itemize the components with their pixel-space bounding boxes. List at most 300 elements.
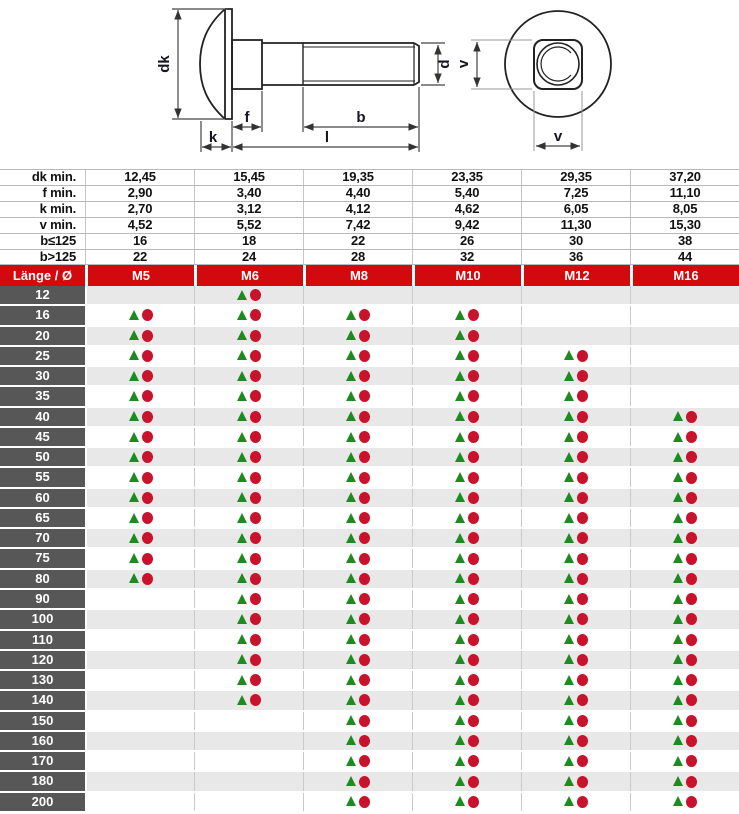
green-triangle-marker [564,432,574,442]
availability-cell [412,529,521,547]
red-dot-marker [250,613,261,625]
green-triangle-marker [237,634,247,644]
spec-value-cell: 28 [303,250,412,264]
red-dot-marker [359,472,370,484]
availability-cell [194,509,303,527]
red-dot-marker [359,370,370,382]
size-row [0,367,739,387]
green-triangle-marker [346,553,356,563]
green-triangle-marker [673,411,683,421]
red-dot-marker [142,330,153,342]
availability-cell [303,367,412,385]
availability-cell [85,610,194,628]
length-label: 170 [0,752,85,770]
green-triangle-marker [564,472,574,482]
green-triangle-marker [455,756,465,766]
size-column-header: M12 [521,265,630,286]
red-dot-marker [359,634,370,646]
green-triangle-marker [564,371,574,381]
red-dot-marker [577,350,588,362]
red-dot-marker [359,330,370,342]
availability-cell [303,772,412,790]
spec-value-cell: 2,70 [85,202,194,217]
availability-cell [412,468,521,486]
red-dot-marker [686,674,697,686]
spec-value-cell: 22 [303,234,412,249]
red-dot-marker [359,411,370,423]
red-dot-marker [142,512,153,524]
green-triangle-marker [564,695,574,705]
red-dot-marker [577,390,588,402]
label-f: f [244,109,250,126]
green-triangle-marker [673,695,683,705]
red-dot-marker [250,411,261,423]
red-dot-marker [468,512,479,524]
availability-cell [630,428,739,446]
green-triangle-marker [237,573,247,583]
green-triangle-marker [237,371,247,381]
green-triangle-marker [346,776,356,786]
top-view-dimension-lines [471,40,582,151]
green-triangle-marker [346,594,356,604]
red-dot-marker [142,573,153,585]
availability-cell [194,306,303,324]
availability-cell [194,387,303,405]
green-triangle-marker [346,411,356,421]
size-row [0,752,739,772]
red-dot-marker [686,694,697,706]
label-k: k [208,129,218,146]
green-triangle-marker [673,735,683,745]
red-dot-marker [686,796,697,808]
red-dot-marker [686,776,697,788]
red-dot-marker [359,309,370,321]
availability-cell [521,651,630,669]
availability-cell [303,549,412,567]
availability-cell [194,489,303,507]
length-label: 100 [0,610,85,628]
green-triangle-marker [237,411,247,421]
red-dot-marker [250,654,261,666]
green-triangle-marker [564,573,574,583]
red-dot-marker [468,776,479,788]
red-dot-marker [577,492,588,504]
red-dot-marker [250,553,261,565]
availability-cell [412,509,521,527]
size-row [0,408,739,428]
availability-cell [412,631,521,649]
availability-cell [630,691,739,709]
red-dot-marker [577,654,588,666]
availability-cell [85,631,194,649]
red-dot-marker [359,796,370,808]
red-dot-marker [468,553,479,565]
length-label: 20 [0,327,85,345]
thread-arc [541,47,571,81]
size-row [0,732,739,752]
green-triangle-marker [564,533,574,543]
availability-cell [303,327,412,345]
availability-cell [85,570,194,588]
green-triangle-marker [673,492,683,502]
red-dot-marker [577,634,588,646]
red-dot-marker [577,451,588,463]
spec-value-cell: 23,35 [412,170,521,185]
availability-cell [85,306,194,324]
red-dot-marker [250,370,261,382]
green-triangle-marker [346,654,356,664]
red-dot-marker [250,512,261,524]
availability-cell [521,306,630,324]
availability-cell [630,347,739,365]
red-dot-marker [250,289,261,301]
green-triangle-marker [455,553,465,563]
red-dot-marker [250,309,261,321]
green-triangle-marker [129,492,139,502]
label-dk: dk [156,55,173,73]
availability-cell [85,549,194,567]
red-dot-marker [686,755,697,767]
green-triangle-marker [455,411,465,421]
green-triangle-marker [455,513,465,523]
size-row [0,327,739,347]
availability-cell [303,286,412,304]
red-dot-marker [359,512,370,524]
availability-cell [630,489,739,507]
availability-cell [630,549,739,567]
spec-value-cell: 7,42 [303,218,412,233]
size-column-header: M10 [412,265,521,286]
green-triangle-marker [673,472,683,482]
green-triangle-marker [455,735,465,745]
green-triangle-marker [455,310,465,320]
availability-cell [521,468,630,486]
availability-cell [630,327,739,345]
availability-cell [521,772,630,790]
green-triangle-marker [237,391,247,401]
red-dot-marker [359,593,370,605]
length-label: 120 [0,651,85,669]
red-dot-marker [577,573,588,585]
availability-cell [194,712,303,730]
spec-value-cell: 32 [412,250,521,264]
red-dot-marker [468,451,479,463]
size-row [0,509,739,529]
red-dot-marker [142,390,153,402]
availability-cell [630,448,739,466]
red-dot-marker [142,472,153,484]
red-dot-marker [686,451,697,463]
label-v-bottom: v [553,128,563,145]
length-label: 50 [0,448,85,466]
length-label: 30 [0,367,85,385]
green-triangle-marker [455,573,465,583]
availability-cell [412,286,521,304]
green-triangle-marker [346,492,356,502]
availability-cell [521,367,630,385]
green-triangle-marker [237,472,247,482]
size-column-header: M5 [85,265,194,286]
green-triangle-marker [129,350,139,360]
availability-cell [630,752,739,770]
red-dot-marker [686,431,697,443]
red-dot-marker [468,472,479,484]
green-triangle-marker [455,350,465,360]
size-row [0,691,739,711]
spec-row-label: b>125 [39,249,76,264]
red-dot-marker [142,411,153,423]
availability-cell [521,448,630,466]
availability-cell [194,570,303,588]
length-label: 90 [0,590,85,608]
red-dot-marker [359,674,370,686]
availability-cell [412,428,521,446]
red-dot-marker [686,593,697,605]
availability-cell [521,732,630,750]
length-label: 55 [0,468,85,486]
red-dot-marker [359,654,370,666]
availability-cell [85,468,194,486]
availability-cell [85,732,194,750]
spec-value-cell: 3,12 [194,202,303,217]
availability-cell [194,752,303,770]
availability-cell [194,468,303,486]
availability-cell [303,732,412,750]
red-dot-marker [686,553,697,565]
red-dot-marker [577,735,588,747]
size-row [0,489,739,509]
bolt-top-view [505,11,611,117]
red-dot-marker [142,492,153,504]
spec-row [0,185,739,201]
green-triangle-marker [564,776,574,786]
green-triangle-marker [237,675,247,685]
length-label: 140 [0,691,85,709]
green-triangle-marker [673,675,683,685]
availability-cell [85,489,194,507]
label-l: l [324,129,330,146]
red-dot-marker [468,735,479,747]
availability-cell [194,327,303,345]
red-dot-marker [468,715,479,727]
size-row [0,772,739,792]
red-dot-marker [359,613,370,625]
spec-row-label: b≤125 [40,233,76,248]
red-dot-marker [468,350,479,362]
red-dot-marker [468,309,479,321]
spec-value-cell: 44 [630,250,739,264]
green-triangle-marker [346,513,356,523]
red-dot-marker [577,532,588,544]
green-triangle-marker [455,492,465,502]
red-dot-marker [577,755,588,767]
length-label: 130 [0,671,85,689]
availability-cell [194,347,303,365]
green-triangle-marker [673,573,683,583]
availability-cell [303,306,412,324]
green-triangle-marker [129,330,139,340]
availability-cell [412,651,521,669]
availability-cell [194,448,303,466]
length-label: 150 [0,712,85,730]
green-triangle-marker [455,695,465,705]
availability-cell [85,448,194,466]
green-triangle-marker [346,573,356,583]
spec-row [0,233,739,249]
green-triangle-marker [564,594,574,604]
red-dot-marker [250,431,261,443]
green-triangle-marker [129,452,139,462]
size-row [0,387,739,407]
red-dot-marker [250,472,261,484]
availability-cell [521,489,630,507]
size-availability-table [0,286,739,813]
bolt-head-face [225,9,232,119]
availability-cell [521,387,630,405]
red-dot-marker [359,431,370,443]
label-b: b [356,109,366,126]
availability-cell [521,793,630,811]
spec-row-label: dk min. [31,169,76,184]
length-label: 200 [0,793,85,811]
red-dot-marker [686,472,697,484]
availability-cell [412,691,521,709]
red-dot-marker [142,532,153,544]
red-dot-marker [577,411,588,423]
red-dot-marker [468,532,479,544]
green-triangle-marker [237,594,247,604]
spec-value-cell: 9,42 [412,218,521,233]
spec-value-cell: 5,40 [412,186,521,201]
red-dot-marker [468,755,479,767]
availability-cell [85,691,194,709]
red-dot-marker [359,573,370,585]
green-triangle-marker [564,634,574,644]
red-dot-marker [468,654,479,666]
availability-cell [194,408,303,426]
green-triangle-marker [346,614,356,624]
red-dot-marker [468,411,479,423]
green-triangle-marker [237,614,247,624]
availability-cell [303,347,412,365]
red-dot-marker [686,735,697,747]
head-outline-circle [505,11,611,117]
red-dot-marker [359,350,370,362]
availability-cell [630,387,739,405]
green-triangle-marker [346,452,356,462]
size-row [0,428,739,448]
green-triangle-marker [346,675,356,685]
red-dot-marker [577,472,588,484]
availability-cell [521,529,630,547]
red-dot-marker [250,593,261,605]
availability-cell [412,306,521,324]
green-triangle-marker [564,715,574,725]
length-label: 16 [0,306,85,324]
size-column-header: M6 [194,265,303,286]
red-dot-marker [250,451,261,463]
green-triangle-marker [564,796,574,806]
availability-cell [412,793,521,811]
availability-cell [303,387,412,405]
size-row [0,468,739,488]
spec-value-cell: 36 [521,250,630,264]
green-triangle-marker [237,695,247,705]
green-triangle-marker [455,796,465,806]
green-triangle-marker [237,452,247,462]
availability-cell [521,691,630,709]
size-header-row [0,265,739,286]
green-triangle-marker [346,371,356,381]
red-dot-marker [577,613,588,625]
size-row [0,529,739,549]
spec-value-cell: 26 [412,234,521,249]
green-triangle-marker [673,776,683,786]
spec-row [0,201,739,217]
availability-cell [412,549,521,567]
green-triangle-marker [455,452,465,462]
red-dot-marker [250,390,261,402]
availability-cell [194,631,303,649]
green-triangle-marker [237,290,247,300]
red-dot-marker [250,573,261,585]
green-triangle-marker [346,330,356,340]
availability-cell [194,529,303,547]
green-triangle-marker [237,553,247,563]
green-triangle-marker [455,614,465,624]
spec-value-cell: 6,05 [521,202,630,217]
green-triangle-marker [673,513,683,523]
availability-cell [194,651,303,669]
green-triangle-marker [564,350,574,360]
spec-value-cell: 4,62 [412,202,521,217]
red-dot-marker [577,796,588,808]
availability-cell [412,752,521,770]
spec-value-cell: 11,10 [630,186,739,201]
availability-cell [521,327,630,345]
bolt-head-dome [200,9,225,119]
red-dot-marker [468,573,479,585]
green-triangle-marker [673,594,683,604]
availability-cell [412,387,521,405]
red-dot-marker [359,451,370,463]
availability-cell [85,590,194,608]
length-label: 40 [0,408,85,426]
availability-cell [630,529,739,547]
availability-cell [85,428,194,446]
availability-cell [630,732,739,750]
availability-cell [303,590,412,608]
green-triangle-marker [455,675,465,685]
length-label: 75 [0,549,85,567]
red-dot-marker [686,634,697,646]
green-triangle-marker [455,330,465,340]
availability-cell [630,651,739,669]
length-label: 60 [0,489,85,507]
green-triangle-marker [564,411,574,421]
green-triangle-marker [346,695,356,705]
availability-cell [303,793,412,811]
green-triangle-marker [455,634,465,644]
size-row [0,671,739,691]
green-triangle-marker [346,533,356,543]
spec-value-cell: 2,90 [85,186,194,201]
length-label: 110 [0,631,85,649]
green-triangle-marker [237,432,247,442]
availability-cell [85,327,194,345]
red-dot-marker [359,755,370,767]
length-label: 180 [0,772,85,790]
